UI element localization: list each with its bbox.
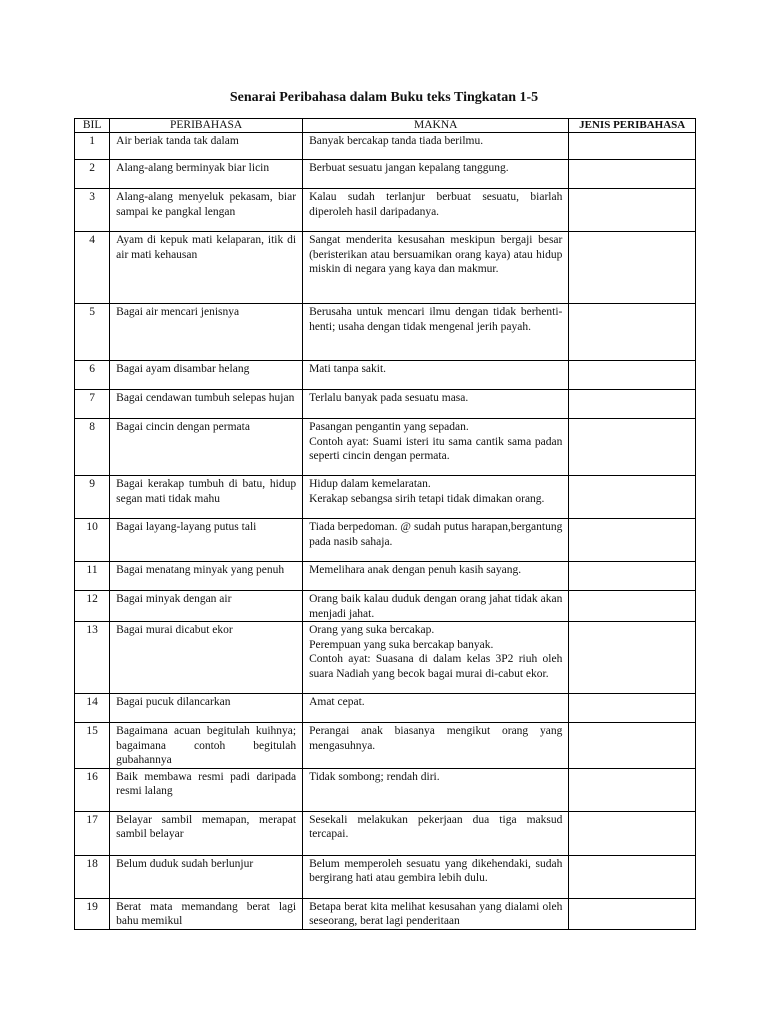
cell-makna — [303, 811, 569, 855]
cell-makna — [303, 160, 569, 189]
cell-makna — [303, 133, 569, 160]
makna-line: Sesekali melakukan pekerjaan dua tiga maksud tercapai. — [309, 813, 563, 840]
table-row — [75, 189, 696, 232]
table-row — [75, 304, 696, 361]
makna-line: Perangai anak biasanya mengikut orang yang mengasuhnya. — [309, 725, 563, 752]
cell-makna — [303, 694, 569, 723]
table-row — [75, 419, 696, 476]
cell-jenis — [569, 133, 696, 160]
makna-line: Pasangan pengantin yang sepadan. — [309, 421, 469, 433]
peribahasa-table — [74, 118, 696, 930]
cell-bil: 16 — [75, 768, 110, 811]
cell-makna — [303, 476, 569, 519]
cell-jenis — [569, 768, 696, 811]
makna-line: Amat cepat. — [309, 696, 365, 708]
table-row — [75, 390, 696, 419]
table-row — [75, 232, 696, 304]
cell-makna — [303, 189, 569, 232]
cell-bil: 6 — [75, 361, 110, 390]
cell-makna — [303, 898, 569, 929]
cell-peribahasa: Bagai cendawan tumbuh selepas hujan — [110, 390, 303, 419]
table-body — [75, 133, 696, 930]
cell-jenis — [569, 390, 696, 419]
table-row — [75, 898, 696, 929]
header-bil: BIL — [75, 119, 110, 133]
makna-line: Mati tanpa sakit. — [309, 363, 387, 375]
table-row — [75, 723, 696, 769]
makna-line: Terlalu banyak pada sesuatu masa. — [309, 392, 469, 404]
makna-line: Kalau sudah terlanjur berbuat sesuatu, biarlah diperoleh hasil daripadanya. — [309, 191, 563, 218]
cell-makna — [303, 419, 569, 476]
cell-peribahasa: Bagai murai dicabut ekor — [110, 622, 303, 694]
cell-jenis — [569, 591, 696, 622]
cell-makna — [303, 390, 569, 419]
cell-makna — [303, 591, 569, 622]
makna-line: Belum memperoleh sesuatu yang dikehendaki, sudah bergirang hati atau gembira lebih dulu. — [309, 857, 563, 884]
makna-line: Berbuat sesuatu jangan kepalang tanggung. — [309, 162, 509, 174]
cell-bil: 5 — [75, 304, 110, 361]
cell-jenis — [569, 304, 696, 361]
cell-jenis — [569, 476, 696, 519]
makna-line: Berusaha untuk mencari ilmu dengan tidak berhenti-henti; usaha dengan tidak mengenal jerih payah. — [309, 306, 563, 333]
cell-makna — [303, 232, 569, 304]
cell-jenis — [569, 519, 696, 562]
table-row — [75, 476, 696, 519]
cell-jenis — [569, 189, 696, 232]
cell-jenis — [569, 855, 696, 898]
cell-jenis — [569, 898, 696, 929]
cell-bil: 12 — [75, 591, 110, 622]
table-row — [75, 133, 696, 160]
cell-jenis — [569, 622, 696, 694]
cell-peribahasa: Bagai kerakap tumbuh di batu, hidup segan mati tidak mahu — [110, 476, 303, 519]
cell-peribahasa: Bagaimana acuan begitulah kuihnya; bagaimana contoh begitulah gubahannya — [110, 723, 303, 769]
cell-bil: 3 — [75, 189, 110, 232]
cell-peribahasa: Bagai menatang minyak yang penuh — [110, 562, 303, 591]
cell-makna — [303, 304, 569, 361]
makna-line: Banyak bercakap tanda tiada berilmu. — [309, 135, 484, 147]
table-row — [75, 591, 696, 622]
table-row — [75, 855, 696, 898]
cell-bil: 10 — [75, 519, 110, 562]
cell-bil: 13 — [75, 622, 110, 694]
cell-bil: 4 — [75, 232, 110, 304]
cell-jenis — [569, 361, 696, 390]
cell-jenis — [569, 723, 696, 769]
cell-makna — [303, 622, 569, 694]
table-row — [75, 562, 696, 591]
table-row — [75, 768, 696, 811]
table-row — [75, 361, 696, 390]
cell-bil: 9 — [75, 476, 110, 519]
makna-line: Memelihara anak dengan penuh kasih sayang. — [309, 564, 522, 576]
cell-bil: 1 — [75, 133, 110, 160]
cell-jenis — [569, 160, 696, 189]
cell-peribahasa: Bagai layang-layang putus tali — [110, 519, 303, 562]
cell-makna — [303, 361, 569, 390]
cell-bil: 15 — [75, 723, 110, 769]
cell-bil: 8 — [75, 419, 110, 476]
makna-line: Tiada berpedoman. @ sudah putus harapan,bergantung pada nasib sahaja. — [309, 521, 563, 548]
cell-makna — [303, 562, 569, 591]
table-row — [75, 811, 696, 855]
cell-jenis — [569, 562, 696, 591]
makna-line: Sangat menderita kesusahan meskipun bergaji besar (beristerikan atau bersuamikan orang kaya) atau hidup miskin di negara yang kaya dan makmur. — [309, 234, 563, 275]
header-makna: MAKNA — [303, 119, 569, 133]
makna-line: Tidak sombong; rendah diri. — [309, 770, 440, 783]
cell-makna — [303, 519, 569, 562]
cell-bil: 17 — [75, 811, 110, 855]
makna-line: Contoh ayat: Suasana di dalam kelas 3P2 riuh oleh suara Nadiah yang becok bagai murai di-cabut ekor. — [309, 653, 563, 680]
makna-line: Orang yang suka bercakap. — [309, 624, 435, 636]
cell-peribahasa: Bagai pucuk dilancarkan — [110, 694, 303, 723]
table-row — [75, 519, 696, 562]
cell-bil: 11 — [75, 562, 110, 591]
cell-makna — [303, 855, 569, 898]
table-row — [75, 622, 696, 694]
cell-jenis — [569, 694, 696, 723]
cell-peribahasa: Belayar sambil memapan, merapat sambil belayar — [110, 811, 303, 855]
page-title: Senarai Peribahasa dalam Buku teks Tingkatan 1-5 — [229, 90, 539, 105]
table-row — [75, 160, 696, 189]
header-jenis: JENIS PERIBAHASA — [569, 119, 696, 133]
cell-peribahasa: Air beriak tanda tak dalam — [110, 133, 303, 160]
cell-bil: 19 — [75, 898, 110, 929]
table-header-row — [75, 119, 696, 133]
cell-peribahasa: Belum duduk sudah berlunjur — [110, 855, 303, 898]
cell-peribahasa: Bagai minyak dengan air — [110, 591, 303, 622]
makna-line: Orang baik kalau duduk dengan orang jahat tidak akan menjadi jahat. — [309, 593, 563, 620]
cell-peribahasa: Bagai ayam disambar helang — [110, 361, 303, 390]
cell-bil: 7 — [75, 390, 110, 419]
cell-peribahasa: Bagai cincin dengan permata — [110, 419, 303, 476]
cell-bil: 18 — [75, 855, 110, 898]
cell-makna — [303, 768, 569, 811]
cell-makna — [303, 723, 569, 769]
cell-peribahasa: Bagai air mencari jenisnya — [110, 304, 303, 361]
table-row — [75, 694, 696, 723]
cell-jenis — [569, 419, 696, 476]
makna-line: Contoh ayat: Suami isteri itu sama cantik sama padan seperti cincin dengan permata. — [309, 435, 563, 462]
cell-peribahasa: Alang-alang berminyak biar licin — [110, 160, 303, 189]
makna-line: Betapa berat kita melihat kesusahan yang dialami oleh seseorang, berat lagi penderitaan — [309, 900, 563, 927]
cell-peribahasa: Baik membawa resmi padi daripada resmi lalang — [110, 768, 303, 811]
makna-line: Perempuan yang suka bercakap banyak. — [309, 638, 494, 651]
cell-peribahasa: Berat mata memandang berat lagi bahu memikul — [110, 898, 303, 929]
makna-line: Hidup dalam kemelaratan. — [309, 478, 431, 490]
cell-bil: 2 — [75, 160, 110, 189]
cell-jenis — [569, 232, 696, 304]
cell-bil: 14 — [75, 694, 110, 723]
header-peribahasa: PERIBAHASA — [110, 119, 303, 133]
makna-line: Kerakap sebangsa sirih tetapi tidak dimakan orang. — [309, 492, 545, 505]
cell-peribahasa: Alang-alang menyeluk pekasam, biar sampai ke pangkal lengan — [110, 189, 303, 232]
cell-peribahasa: Ayam di kepuk mati kelaparan, itik di air mati kehausan — [110, 232, 303, 304]
cell-jenis — [569, 811, 696, 855]
